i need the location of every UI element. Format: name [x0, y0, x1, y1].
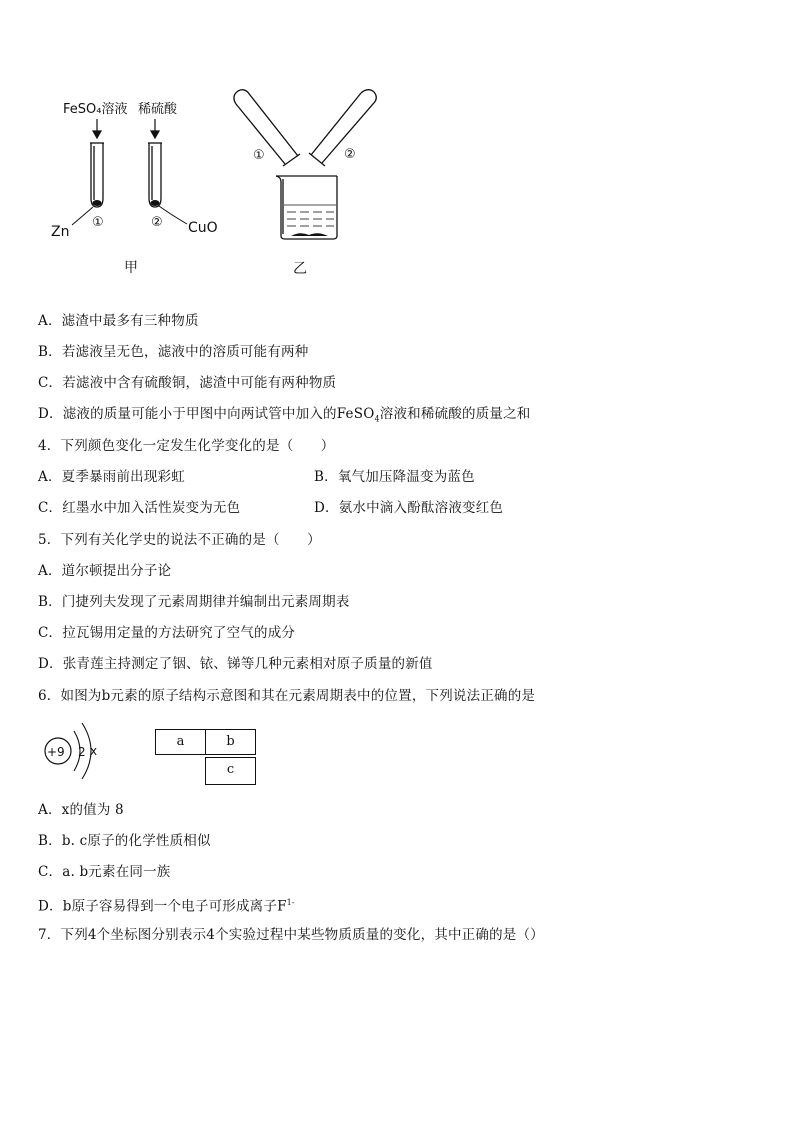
q6-option-b: B．b. c原子的化学性质相似: [38, 833, 211, 849]
q4-option-b: B．氧气加压降温变为蓝色: [314, 469, 475, 485]
q5-option-d: D．张青莲主持测定了铟、铱、锑等几种元素相对原子质量的新值: [38, 656, 433, 672]
cuo-sample-icon: [151, 200, 160, 206]
liquid-icon: [284, 205, 336, 226]
q4-option-a: A．夏季暴雨前出现彩虹: [38, 469, 185, 485]
atom-shell2-label: x: [90, 744, 98, 758]
atom-structure-diagram: [0, 716, 140, 786]
q5-stem: 5．下列有关化学史的说法不正确的是（ ）: [38, 532, 321, 548]
q6-stem: 6．如图为b元素的原子结构示意图和其在元素周期表中的位置，下列说法正确的是: [38, 688, 536, 704]
q6-option-c: C．a. b元素在同一族: [38, 864, 171, 880]
acid-label: 稀硫酸: [138, 102, 178, 117]
tilted-tube-left-icon: [234, 90, 300, 166]
cell-a: a: [155, 729, 206, 755]
feso4-label: FeSO₄溶液: [63, 102, 128, 117]
pour-mark-2: ②: [344, 147, 356, 162]
tilted-tube-right-icon: [309, 90, 376, 166]
cuo-label: CuO: [188, 220, 218, 236]
caption-yi: 乙: [293, 261, 307, 277]
zinc-sample-icon: [93, 200, 102, 206]
q4-option-c: C．红墨水中加入活性炭变为无色: [38, 500, 241, 516]
test-tube-icon: [90, 143, 104, 207]
tube2-mark: ②: [151, 215, 163, 230]
q7-stem: 7．下列4个坐标图分别表示4个实验过程中某些物质质量的变化，其中正确的是（）: [38, 927, 544, 943]
cell-c: c: [205, 757, 256, 785]
atom-shell1-label: 2: [78, 745, 86, 759]
caption-jia: 甲: [124, 260, 138, 276]
q5-option-c: C．拉瓦锡用定量的方法研究了空气的成分: [38, 625, 296, 641]
q3-option-c: C．若滤液中含有硫酸铜，滤渣中可能有两种物质: [38, 375, 337, 391]
test-tube-icon: [148, 143, 162, 207]
q3-option-b: B．若滤液呈无色，滤液中的溶质可能有两种: [38, 344, 309, 360]
cell-b: b: [205, 729, 256, 755]
q3-option-a: A．滤渣中最多有三种物质: [38, 313, 199, 329]
q3-option-d: D．滤液的质量可能小于甲图中向两试管中加入的FeSO$_4$溶液和稀硫酸的质量之和: [38, 406, 531, 424]
q5-option-a: A．道尔顿提出分子论: [38, 563, 172, 579]
q4-option-d: D．氨水中滴入酚酞溶液变红色: [314, 500, 504, 516]
beaker-icon: [276, 176, 337, 239]
q4-stem: 4．下列颜色变化一定发生化学变化的是（ ）: [38, 438, 335, 454]
zn-label: Zn: [51, 224, 70, 240]
q6-option-d: D．b原子容易得到一个电子可形成离子$F^{1-}$: [38, 898, 295, 915]
experiment-figure: [0, 0, 794, 290]
tube1-mark: ①: [92, 215, 104, 230]
q6-option-a: A．x的值为 8: [38, 802, 124, 818]
pour-mark-1: ①: [253, 148, 265, 163]
sediment-icon: [291, 233, 328, 236]
q5-option-b: B．门捷列夫发现了元素周期律并编制出元素周期表: [38, 594, 350, 610]
atom-nucleus-label: +9: [47, 745, 65, 759]
arrow-icon: [93, 119, 159, 138]
